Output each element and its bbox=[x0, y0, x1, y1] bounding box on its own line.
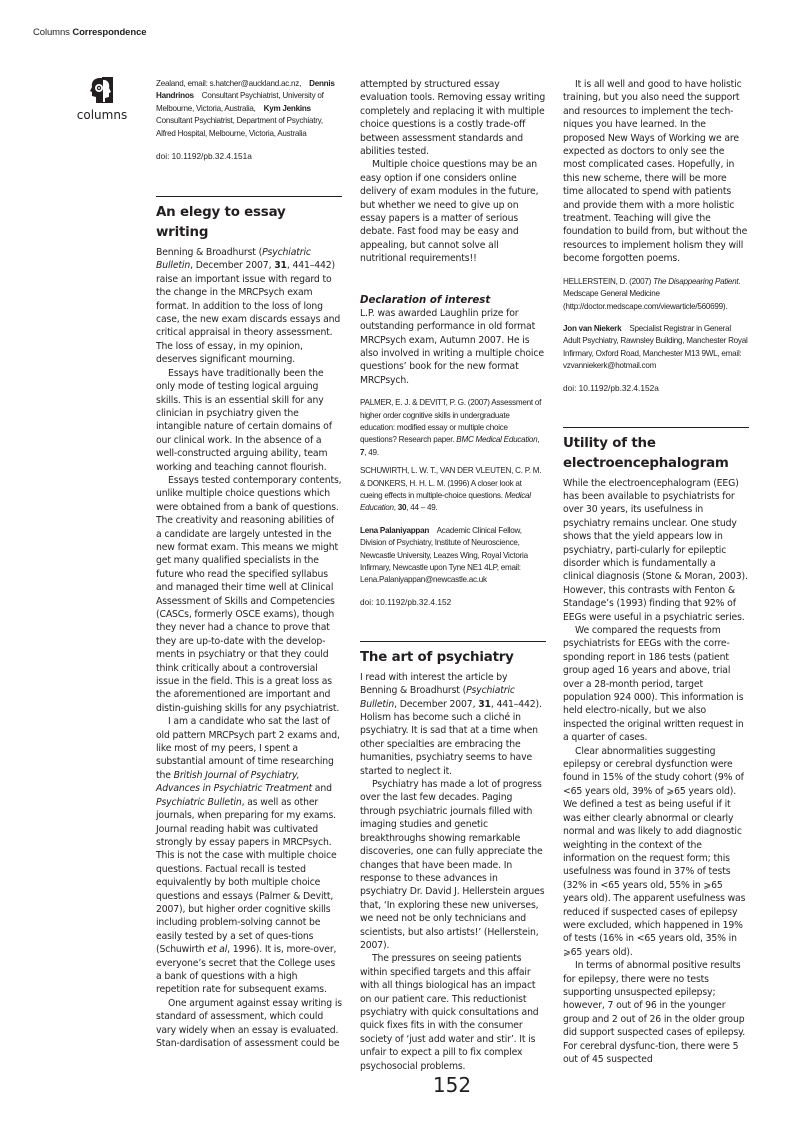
author-name: Lena Palaniyappan bbox=[360, 525, 430, 535]
column-2 bbox=[360, 78, 546, 1073]
author-name: Jon van Niekerk bbox=[563, 323, 622, 333]
author-name: Dennis Handrinos bbox=[156, 79, 335, 101]
paragraph: I am a candidate who sat the last of old pattern MRCPsych part 2 exams and, like most of my peers, I spent a substantial amount of time researching the British Journal of Psychiatry, Advances in Psychiatric Treatment and Psychiatric Bulletin, as well as other journals, when preparing for my exams. Journal reading habit was cultivated strongly by essay papers in MRCPsych. This is not the case with multiple choice questions. Factual recall is tested equivalently by both multiple choice questions and essays (Palmer & Devitt, 2007), but higher order cognitive skills including problem-solving cannot be easily tested by a set of ques-tions (Schuwirth et al, 1996). It is, more-over, everyone’s secret that the College uses a bank of questions with a high repetition rate for subsequent exams. bbox=[156, 716, 340, 996]
divider bbox=[563, 427, 749, 428]
declaration-text: L.P. was awarded Laughlin prize for outstanding performance in old format MRCPsych exam, Autumn 2007. He is also involved in writing a multiple choice questions’ book for the new format MRCPsych. bbox=[360, 307, 544, 386]
divider bbox=[360, 641, 546, 642]
paragraph: Clear abnormalities suggesting epilepsy or cerebral dysfunction were found in 15% of the study cohort (9% of <65 years old, 39% of ⩾65 years old). We defined a test as being useful if it was either clearly abnormal or clearly normal and was likely to add diagnostic weighting in the context of the information on the request form; this usefulness was found in 37% of tests (32% in <65 years old, 55% in ⩾65 years old). The apparent usefulness was reduced if suspected cases of epilepsy were excluded, which happened in 19% of tests (16% in <65 years old, 35% in ⩾65 years old). bbox=[563, 745, 746, 958]
doi-link[interactable]: doi: 10.1192/pb.32.4.151a bbox=[156, 151, 252, 162]
paragraph: The pressures on seeing patients within specified targets and this affair with all things biological has an impact on our patient care. This reductionist psychiatry with quick consultations and quick fixes fits in with the consumer society of ‘just add water and stir’. It is unfair to expect a pill to fix complex psychosocial problems. bbox=[360, 953, 539, 1072]
paragraph: Essays tested contemporary contents, unlike multiple choice questions which were obtained from a bank of questions. The creativity and reasoning abilities of a candidate are largely untested in the new format exam. This means we might get many qualified specialists in the future who read the specified syllabus and managed their time well at Clinical Assessment of Skills and Competencies (CASCs, formerly OSCE exams), though they never had a chance to prove that they are up-to-date with the develop-ments in psychiatry or that they could think critically about a controversial issue in the field. This is a great loss as the aforementioned are important and distin-guishing skills for any psychiatrist. bbox=[156, 474, 342, 714]
logo-label: columns bbox=[76, 108, 128, 122]
author-block: Jon van Niekerk Specialist Registrar in General Adult Psychiatry, Rawnsley Building, Manchester Royal Infirmary, Oxford Road, Manchester M13 9WL, email: vzvanniekerk@hotmail.com bbox=[563, 323, 748, 371]
article-title: Utility of the electroencephalogram bbox=[563, 435, 729, 471]
author-name: Kym Jenkins bbox=[263, 103, 311, 113]
reference: PALMER, E. J. & DEVITT, P. G. (2007) Assessment of higher order cognitive skills in undergraduate education: modified essay or multiple choice questions? Research paper. BMC Medical Education, 7, 49. bbox=[360, 398, 542, 457]
paragraph: It is all well and good to have holistic training, but you also need the support and resources to implement the tech-niques you have learned. In the proposed New Ways of Working we are expected as doctors to only see the most complicated cases. Hopefully, in this new scheme, there will be more time allocated to spend with patients and provide them with a more holistic treatment. Teaching will give the foundation to build from, but without the resources to implement holism they will become forgotten poems. bbox=[563, 79, 748, 265]
doi-link[interactable]: doi: 10.1192/pb.32.4.152a bbox=[563, 382, 659, 393]
article-title: The art of psychiatry bbox=[360, 649, 514, 665]
divider bbox=[156, 196, 342, 197]
author-block-previous: Zealand, email: s.hatcher@auckland.ac.nz, Dennis Handrinos Consultant Psychiatrist, University of Melbourne, Victoria, Australia, Kym Jenkins Consultant Psychiatrist, Department of Psychiatry, Alfred Hospital, Melbourne, Victoria, Australia bbox=[156, 79, 335, 138]
columns-logo bbox=[72, 76, 132, 122]
paragraph: While the electroencephalogram (EEG) has been available to psychiatrists for over 30 years, its usefulness in psychiatry remains unclear. One study shows that the yield appears low in psychiatry, parti-cularly for epileptic disorder which is fundamentally a clinical diagnosis (Stone & Moran, 2003). However, this contrasts with Fenton & Standage’s (1993) finding that 92% of EEGs were useful in a psychiatric series. bbox=[563, 477, 748, 623]
running-head-section: Columns bbox=[33, 27, 70, 38]
columns-head-icon bbox=[90, 76, 114, 104]
paragraph: Multiple choice questions may be an easy option if one considers online delivery of exam modules in the future, but whether we need to give up on essay papers is a matter of serious debate. Fast food may be easy and appealing, but cannot solve all nutritional requirements!! bbox=[360, 159, 539, 265]
paragraph: I read with interest the article by Benning & Broadhurst (Psychiatric Bulletin, December 2007, 31, 441–442). Holism has become such a cliché in psychiatry. It is sad that at a time when other specialties are embracing the humanities, psychiatry seems to have started to neglect it. bbox=[360, 671, 542, 777]
paragraph: Psychiatry has made a lot of progress over the last few decades. Paging through psychiatric journals filled with imaging studies and genetic breakthroughs showing remarkable discoveries, one can fully appreciate the changes that have been made. In response to these advances in psychiatry Dr. David J. Hellerstein argues that, ‘In exploring these new universes, we need not be only technicians and scientists, but also artists!’ (Hellerstein, 2007). bbox=[360, 779, 545, 951]
declaration-heading: Declaration of interest bbox=[360, 294, 491, 306]
doi-link[interactable]: doi: 10.1192/pb.32.4.152 bbox=[360, 596, 452, 607]
article-title: An elegy to essay writing bbox=[156, 205, 286, 241]
page-number: 152 bbox=[432, 1073, 472, 1097]
reference: HELLERSTEIN, D. (2007) The Disappearing Patient. Medscape General Medicine (http://doctor.medscape.com/viewarticle/560699). bbox=[563, 276, 741, 311]
paragraph: One argument against essay writing is standard of assessment, which could vary widely when an essay is evaluated. Stan-dardisation of assessment could be bbox=[156, 997, 342, 1049]
column-3 bbox=[563, 78, 749, 1066]
paragraph: Benning & Broadhurst (Psychiatric Bulletin, December 2007, 31, 441–442) raise an important issue with regard to the change in the MRCPsych exam format. In addition to the loss of long case, the new exam discards essays and critical appraisal in theory assessment. The loss of essay, in my opinion, deserves significant mourning. bbox=[156, 247, 341, 366]
paragraph: We compared the requests from psychiatrists for EEGs with the corre-sponding report in 186 tests (patient group aged 16 years and above, trial over a 28-month period, target population 924 000). This information is held electro-nically, but we also inspected the original written request in a quarter of cases. bbox=[563, 625, 744, 744]
column-1 bbox=[156, 78, 342, 1050]
running-head bbox=[33, 27, 146, 38]
paragraph: In terms of abnormal positive results for epilepsy, there were no tests supporting unsuspected epilepsy; however, 7 out of 96 in the younger group and 2 out of 26 in the older group did support suspected cases of epilepsy. For cerebral dysfunc-tion, there were 5 out of 45 suspected bbox=[563, 960, 745, 1065]
reference: SCHUWIRTH, L. W. T., VAN DER VLEUTEN, C. P. M. & DONKERS, H. H. L. M. (1996) A closer look at cueing effects in multiple-choice questions. Medical Education, 30, 44 – 49. bbox=[360, 466, 542, 513]
paragraph: attempted by structured essay evaluation tools. Removing essay writing completely and replacing it with multiple choice questions is a costly trade-off between assessment standards and abilities tested. bbox=[360, 79, 546, 158]
running-head-subsection: Correspondence bbox=[72, 27, 147, 38]
paragraph: Essays have traditionally been the only mode of testing logical arguing skills. This is an essential skill for any clinician in psychiatry given the intangible nature of certain domains of our clinical work. In the absence of a well-constructed arguing ability, team working and teaching cannot flourish. bbox=[156, 367, 332, 473]
author-block: Lena Palaniyappan Academic Clinical Fellow, Division of Psychiatry, Institute of Neuroscience, Newcastle University, Leazes Wing, Royal Victoria Infirmary, Newcastle upon Tyne NE1 4LP, email: Lena.Palaniyappan@newcastle.ac.uk bbox=[360, 525, 528, 585]
